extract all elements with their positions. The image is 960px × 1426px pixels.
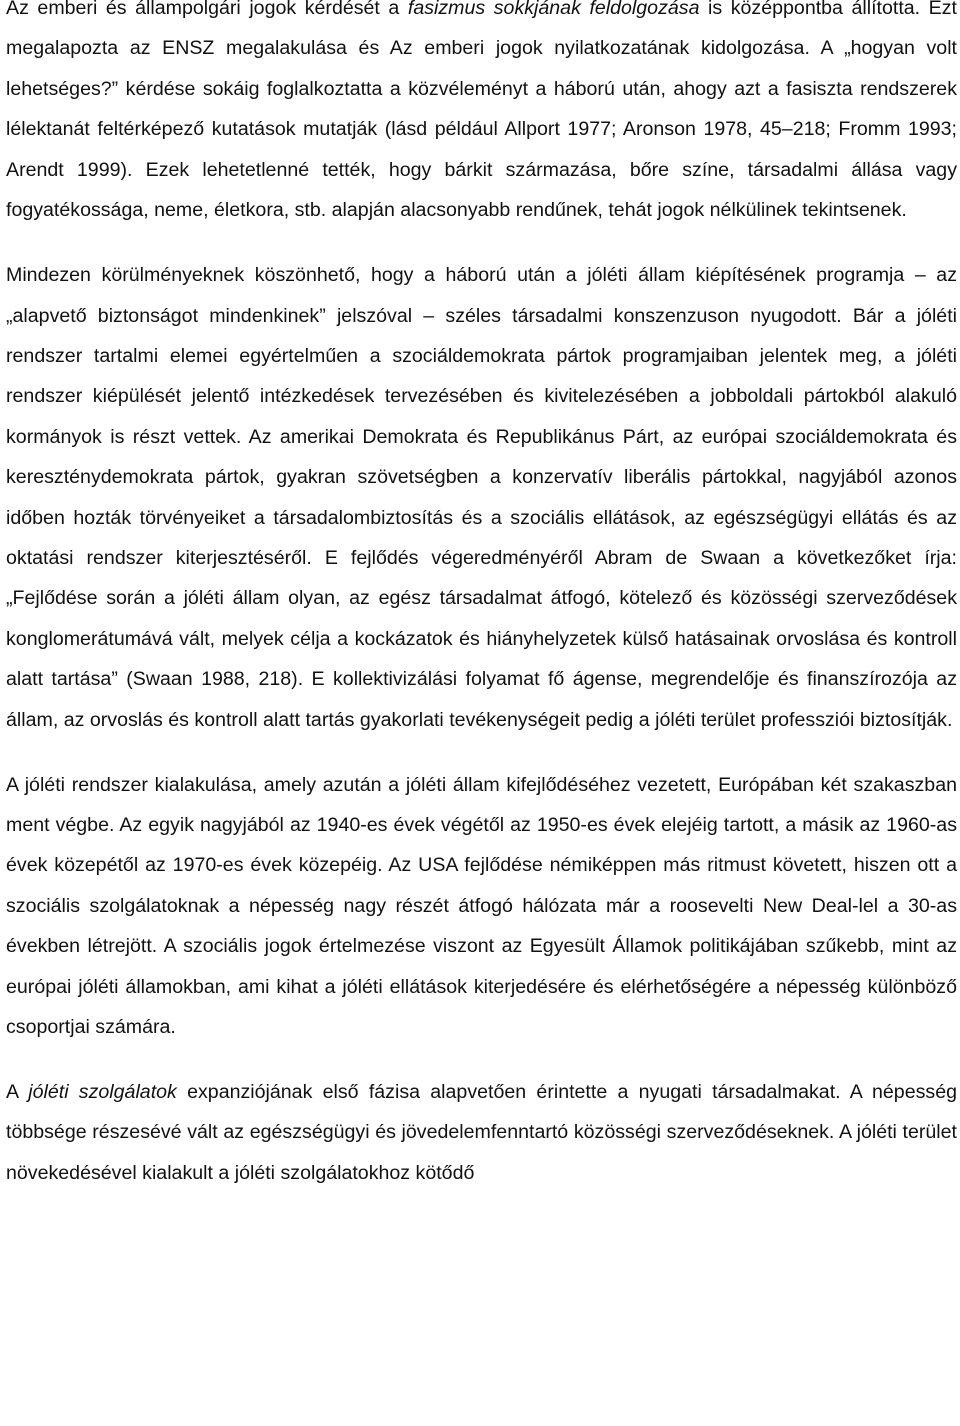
paragraph-4-italic-term: jóléti szolgálatok	[28, 1081, 177, 1104]
paragraph-4-text-1: A	[6, 1081, 29, 1104]
paragraph-1	[6, 0, 957, 230]
paragraph-3	[6, 765, 957, 1048]
paragraph-1-italic-term: fasizmus sokkjának feldolgozása	[407, 0, 700, 19]
paragraph-3-text: A jóléti rendszer kialakulása, amely azután a jóléti állam kifejlődéséhez vezetett, Európában két szakaszban ment végbe. Az egyik nagyjából az 1940-es évek végétől az 1950-es évek elejéig tartott, a másik az 1960-as évek közepétől az 1970-es évek közepéig. Az USA fejlődése némiképpen más ritmust követett, hiszen ott a szociális szolgálatoknak a népesség nagy részét átfogó hálózata már a roosevelti New Deal-lel a 30-as években létrejött. A szociális jogok értelmezése viszont az Egyesült Államok politikájában szűkebb, mint az európai jóléti államokban, ami kihat a jóléti ellátások kiterjedésére és elérhetőségére a népesség különböző csoportjai számára.	[6, 773, 957, 1039]
paragraph-2	[6, 255, 957, 740]
paragraph-4	[6, 1072, 957, 1193]
paragraph-4-text-2: expanziójának első fázisa alapvetően érintette a nyugati társadalmakat. A népesség többsége részesévé vált az egészségügyi és jövedelemfenntartó közösségi szerveződéseknek. A jóléti terület növekedésével kialakult a jóléti szolgálatokhoz kötődő	[6, 1081, 957, 1184]
paragraph-1-text-2: is középpontba állította. Ezt megalapozta az ENSZ megalakulása és Az emberi jogok nyilatkozatának kidolgozása. A „hogyan volt lehetséges?” kérdése sokáig foglalkoztatta a közvéleményt a háború után, ahogy azt a fasiszta rendszerek lélektanát feltérképező kutatások mutatják (lásd például Allport 1977; Aronson 1978, 45–218; Fromm 1993; Arendt 1999). Ezek lehetetlenné tették, hogy bárkit származása, bőre színe, társadalmi állása vagy fogyatékossága, neme, életkora, stb. alapján alacsonyabb rendűnek, tehát jogok nélkülinek tekintsenek.	[6, 0, 957, 222]
paragraph-2-text: Mindezen körülményeknek köszönhető, hogy a háború után a jóléti állam kiépítésének programja – az „alapvető biztonságot mindenkinek” jelszóval – széles társadalmi konszenzuson nyugodott. Bár a jóléti rendszer tartalmi elemei egyértelműen a szociáldemokrata pártok programjaiban jelentek meg, a jóléti rendszer kiépülését jelentő intézkedések tervezésében és kivitelezésében a jobboldali pártokból alakuló kormányok is részt vettek. Az amerikai Demokrata és Republikánus Párt, az európai szociáldemokrata és kereszténydemokrata pártok, gyakran szövetségben a konzervatív liberális pártokkal, nagyjából azonos időben hozták törvényeiket a társadalombiztosítás és a szociális ellátások, az egészségügyi ellátás és az oktatási rendszer kiterjesztéséről. E fejlődés végeredményéről Abram de Swaan a következőket írja: „Fejlődése során a jóléti állam olyan, az egész társadalmat átfogó, kötelező és közösségi szerveződések konglomerátumává vált, melyek célja a kockázatok és hiányhelyzetek külső hatásainak orvoslása és kontroll alatt tartása” (Swaan 1988, 218). E kollektivizálási folyamat fő ágense, megrendelője és finanszírozója az állam, az orvoslás és kontroll alatt tartás gyakorlati tevékenységeit pedig a jóléti terület professziói biztosítják.	[6, 264, 957, 731]
paragraph-1-text-1: Az emberi és állampolgári jogok kérdését a	[6, 0, 408, 19]
document-page	[6, 0, 957, 1193]
